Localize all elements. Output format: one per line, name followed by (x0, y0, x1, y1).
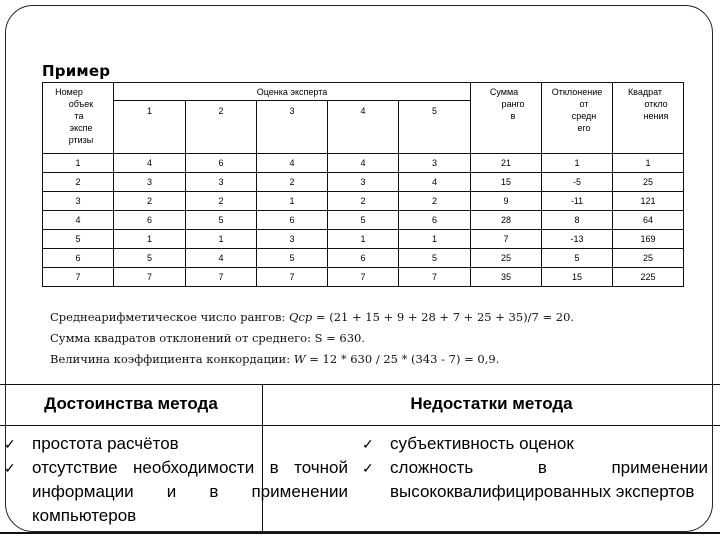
cell-score: 7 (257, 268, 328, 287)
cell-deviation-square: 25 (613, 249, 684, 268)
header-text: Квадрат (627, 87, 663, 97)
cell-score: 6 (186, 154, 257, 173)
header-text: объек (68, 99, 94, 109)
cell-score: 1 (186, 230, 257, 249)
cell-score: 4 (186, 249, 257, 268)
cell-deviation: 5 (542, 249, 613, 268)
header-expert-2: 2 (186, 101, 257, 154)
cell-object-id: 2 (43, 173, 114, 192)
header-rank-sum (471, 83, 542, 154)
cell-object-id: 6 (43, 249, 114, 268)
formula-label: Величина коэффициента конкордации: (50, 352, 294, 366)
cell-score: 4 (399, 173, 471, 192)
header-text: Сумма (489, 87, 519, 97)
cell-object-id: 3 (43, 192, 114, 211)
cell-score: 4 (328, 154, 399, 173)
cell-deviation: -13 (542, 230, 613, 249)
cell-score: 1 (257, 192, 328, 211)
cell-score: 6 (114, 211, 186, 230)
cons-heading: Недостатки метода (410, 394, 573, 413)
cell-score: 3 (186, 173, 257, 192)
table-row (43, 154, 684, 173)
formula-variable: Qcp (289, 310, 313, 324)
header-text: от (579, 99, 589, 109)
header-expert-5: 5 (399, 101, 471, 154)
formula-concordance (50, 349, 574, 370)
cell-score: 3 (328, 173, 399, 192)
header-text: средн (571, 111, 597, 121)
cell-object-id: 5 (43, 230, 114, 249)
list-item (358, 456, 708, 504)
pros-heading: Достоинства метода (44, 394, 218, 413)
cell-score: 7 (114, 268, 186, 287)
header-expert-1: 1 (114, 101, 186, 154)
cell-score: 2 (186, 192, 257, 211)
cons-item-text: субъективность оценок (390, 434, 574, 453)
formula-expression: = (21 + 15 + 9 + 28 + 7 + 25 + 35)/7 = 20. (312, 310, 575, 324)
cell-score: 4 (114, 154, 186, 173)
header-text: откло (644, 99, 668, 109)
cell-score: 5 (257, 249, 328, 268)
cell-rank-sum: 28 (471, 211, 542, 230)
cell-rank-sum: 9 (471, 192, 542, 211)
cell-score: 1 (399, 230, 471, 249)
cell-deviation: -5 (542, 173, 613, 192)
slide-title: Пример (42, 62, 111, 80)
header-text: Отклонение (551, 87, 603, 97)
cell-score: 3 (257, 230, 328, 249)
header-expert-4: 4 (328, 101, 399, 154)
cell-rank-sum: 21 (471, 154, 542, 173)
cell-deviation-square: 1 (613, 154, 684, 173)
list-item (0, 456, 350, 528)
cell-deviation-square: 169 (613, 230, 684, 249)
formula-variable: W (293, 352, 306, 366)
cell-object-id: 7 (43, 268, 114, 287)
cell-deviation-square: 25 (613, 173, 684, 192)
cell-score: 5 (114, 249, 186, 268)
cell-score: 7 (328, 268, 399, 287)
cell-score: 1 (114, 230, 186, 249)
table-row (43, 173, 684, 192)
header-text: экспе (69, 123, 93, 133)
cell-score: 2 (257, 173, 328, 192)
cell-score: 5 (399, 249, 471, 268)
cell-score: 6 (257, 211, 328, 230)
cell-score: 7 (186, 268, 257, 287)
cons-item-text: сложность в применении высококвалифицированных экспертов (390, 458, 708, 501)
cell-score: 6 (399, 211, 471, 230)
header-text: Номер (55, 87, 83, 97)
table-row (43, 230, 684, 249)
cons-list (358, 432, 708, 504)
header-expert-group: Оценка эксперта (114, 83, 471, 101)
formula-label: Среднеарифметическое число рангов: (50, 310, 290, 324)
header-text: ртизы (68, 135, 94, 145)
cell-score: 2 (328, 192, 399, 211)
cell-object-id: 1 (43, 154, 114, 173)
header-object-number (43, 83, 114, 154)
header-text: в (510, 111, 516, 121)
formula-sum-squares: Сумма квадратов отклонений от среднего: S = 630. (50, 331, 366, 345)
cell-score: 3 (399, 154, 471, 173)
cell-rank-sum: 7 (471, 230, 542, 249)
check-icon: ✓ (4, 436, 16, 452)
cell-deviation-square: 64 (613, 211, 684, 230)
cell-score: 5 (328, 211, 399, 230)
header-text: та (74, 111, 84, 121)
cell-deviation-square: 121 (613, 192, 684, 211)
cell-deviation: -11 (542, 192, 613, 211)
cell-score: 4 (257, 154, 328, 173)
cell-deviation: 1 (542, 154, 613, 173)
pros-cons-table (0, 384, 720, 536)
formula-mean-ranks (50, 307, 574, 328)
divider (0, 532, 720, 534)
list-item (358, 432, 708, 456)
check-icon: ✓ (4, 460, 16, 476)
header-expert-3: 3 (257, 101, 328, 154)
check-icon: ✓ (362, 460, 374, 476)
cell-score: 2 (114, 192, 186, 211)
cell-deviation-square: 225 (613, 268, 684, 287)
cell-score: 1 (328, 230, 399, 249)
header-deviation-square (613, 83, 684, 154)
header-text: его (577, 123, 591, 133)
header-text: нения (643, 111, 669, 121)
cell-rank-sum: 35 (471, 268, 542, 287)
cell-deviation: 8 (542, 211, 613, 230)
table-header-row (43, 83, 684, 101)
header-text: ранго (501, 99, 525, 109)
table-row (43, 249, 684, 268)
cell-deviation: 15 (542, 268, 613, 287)
cell-score: 2 (399, 192, 471, 211)
cell-score: 6 (328, 249, 399, 268)
pros-item-text: отсутствие необходимости в точной информации и в применении компьютеров (32, 458, 348, 525)
table-row (43, 211, 684, 230)
pros-item-text: простота расчётов (32, 434, 179, 453)
pros-list (0, 432, 350, 528)
list-item (0, 432, 350, 456)
check-icon: ✓ (362, 436, 374, 452)
cell-rank-sum: 15 (471, 173, 542, 192)
formula-expression: = 12 * 630 / 25 * (343 - 7) = 0,9. (305, 352, 500, 366)
table-row (43, 268, 684, 287)
cell-score: 7 (399, 268, 471, 287)
header-deviation (542, 83, 613, 154)
cell-rank-sum: 25 (471, 249, 542, 268)
table-row (43, 192, 684, 211)
cell-object-id: 4 (43, 211, 114, 230)
divider (0, 425, 720, 426)
cell-score: 3 (114, 173, 186, 192)
divider (0, 384, 720, 385)
cell-score: 5 (186, 211, 257, 230)
expert-ranking-table (42, 82, 684, 287)
formulas-block (50, 307, 574, 370)
